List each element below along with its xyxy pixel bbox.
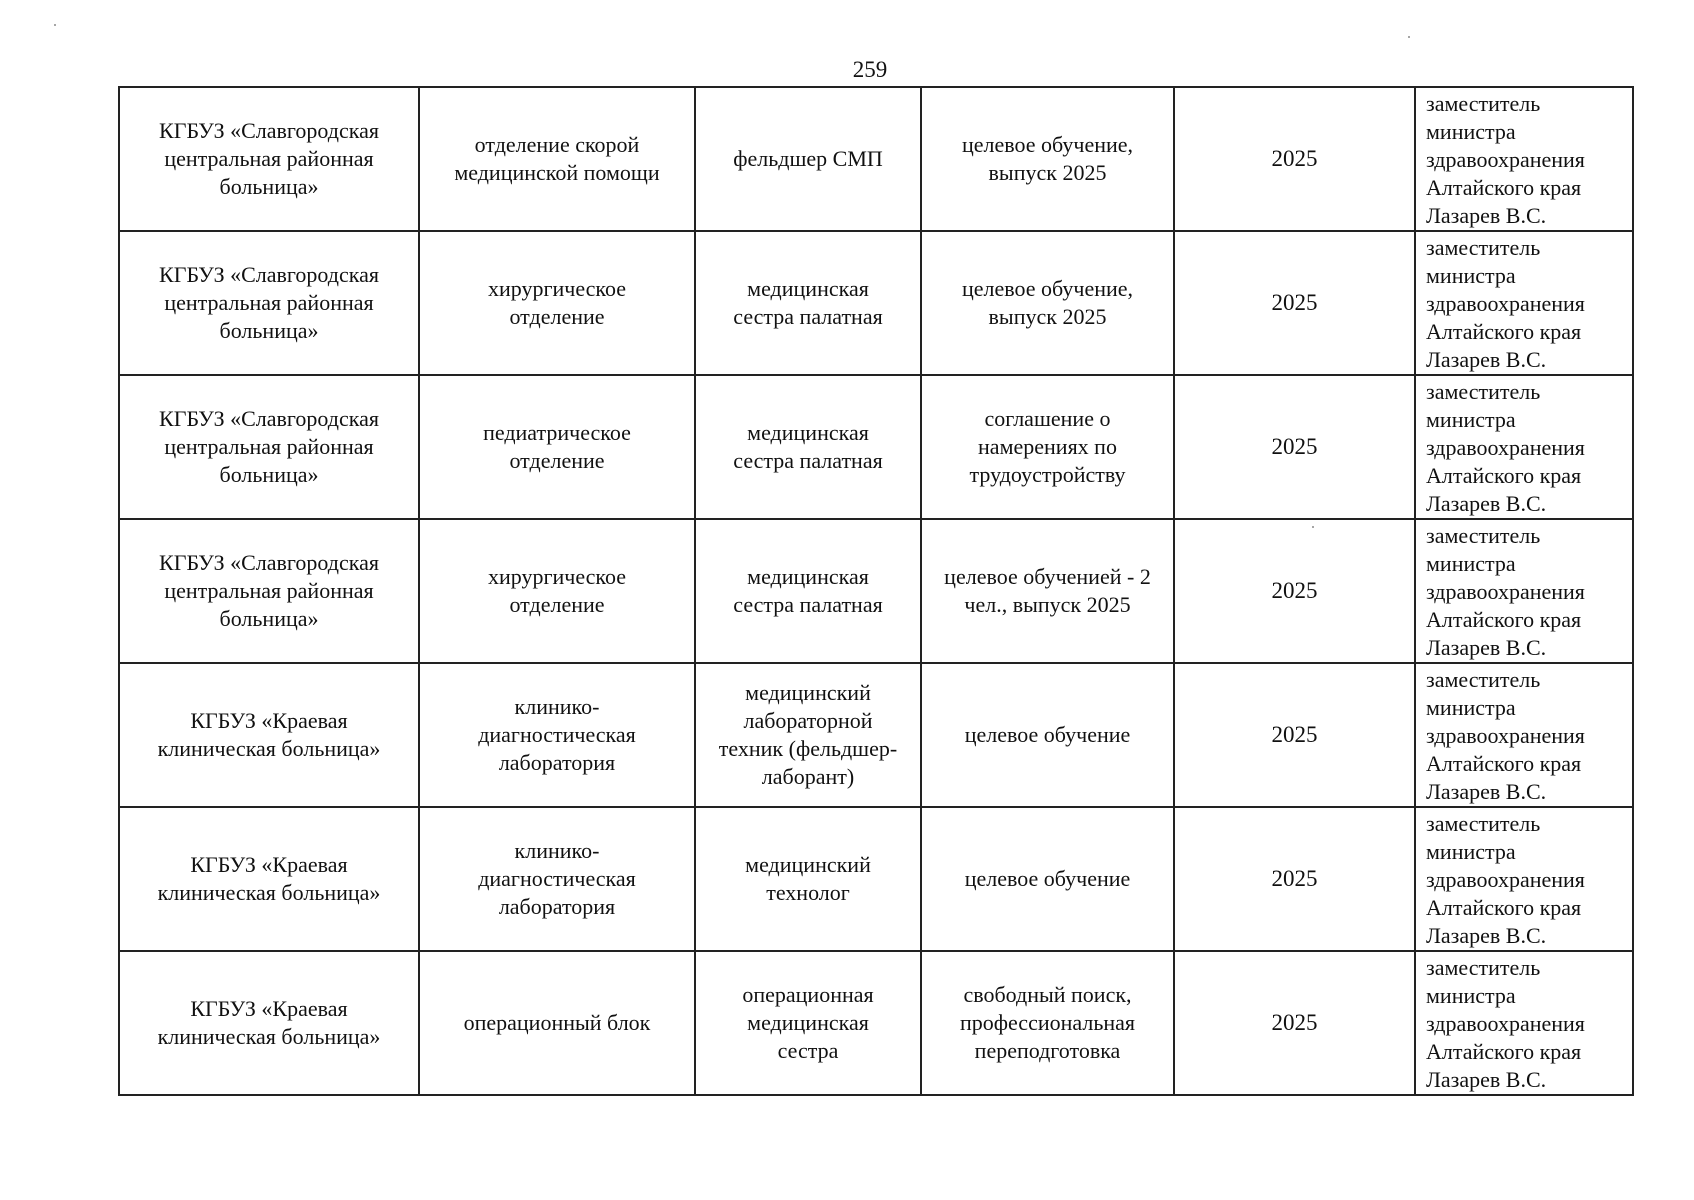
table-body <box>119 87 1633 1095</box>
scan-speck <box>1408 36 1410 38</box>
approver-cell: заместитель министра здравоохранения Алтайского края Лазарев В.С. <box>1415 663 1633 807</box>
institution-cell: КГБУЗ «Славгородская центральная районная больница» <box>119 231 419 375</box>
scan-speck <box>1312 526 1314 528</box>
department-cell: клинико- диагностическая лаборатория <box>419 807 695 951</box>
approver-cell: заместитель министра здравоохранения Алтайского края Лазарев В.С. <box>1415 87 1633 231</box>
source-cell: целевое обученией - 2 чел., выпуск 2025 <box>921 519 1174 663</box>
department-cell: хирургическое отделение <box>419 519 695 663</box>
year-cell: 2025 <box>1174 87 1415 231</box>
position-cell: медицинская сестра палатная <box>695 231 921 375</box>
approver-cell: заместитель министра здравоохранения Алтайского края Лазарев В.С. <box>1415 519 1633 663</box>
table-row <box>119 663 1633 807</box>
year-cell: 2025 <box>1174 807 1415 951</box>
department-cell: отделение скорой медицинской помощи <box>419 87 695 231</box>
institution-cell: КГБУЗ «Краевая клиническая больница» <box>119 951 419 1095</box>
department-cell: педиатрическое отделение <box>419 375 695 519</box>
approver-cell: заместитель министра здравоохранения Алтайского края Лазарев В.С. <box>1415 231 1633 375</box>
position-cell: медицинский лабораторной техник (фельдшер- лаборант) <box>695 663 921 807</box>
institution-cell: КГБУЗ «Славгородская центральная районная больница» <box>119 87 419 231</box>
year-cell: 2025 <box>1174 375 1415 519</box>
department-cell: хирургическое отделение <box>419 231 695 375</box>
position-cell: фельдшер СМП <box>695 87 921 231</box>
table-row <box>119 951 1633 1095</box>
institution-cell: КГБУЗ «Славгородская центральная районная больница» <box>119 519 419 663</box>
source-cell: целевое обучение <box>921 663 1174 807</box>
institution-cell: КГБУЗ «Славгородская центральная районная больница» <box>119 375 419 519</box>
position-cell: медицинская сестра палатная <box>695 375 921 519</box>
table-row <box>119 87 1633 231</box>
year-cell: 2025 <box>1174 663 1415 807</box>
scan-speck <box>54 24 56 26</box>
page-number: 259 <box>852 57 888 82</box>
position-cell: медицинский технолог <box>695 807 921 951</box>
approver-cell: заместитель министра здравоохранения Алтайского края Лазарев В.С. <box>1415 375 1633 519</box>
source-cell: свободный поиск, профессиональная переподготовка <box>921 951 1174 1095</box>
vacancy-table <box>118 86 1634 1096</box>
year-cell: 2025 <box>1174 519 1415 663</box>
year-cell: 2025 <box>1174 231 1415 375</box>
source-cell: целевое обучение, выпуск 2025 <box>921 87 1174 231</box>
department-cell: клинико- диагностическая лаборатория <box>419 663 695 807</box>
institution-cell: КГБУЗ «Краевая клиническая больница» <box>119 807 419 951</box>
table-row <box>119 519 1633 663</box>
year-cell: 2025 <box>1174 951 1415 1095</box>
table-row <box>119 375 1633 519</box>
table-row <box>119 231 1633 375</box>
approver-cell: заместитель министра здравоохранения Алтайского края Лазарев В.С. <box>1415 807 1633 951</box>
position-cell: операционная медицинская сестра <box>695 951 921 1095</box>
source-cell: целевое обучение <box>921 807 1174 951</box>
position-cell: медицинская сестра палатная <box>695 519 921 663</box>
institution-cell: КГБУЗ «Краевая клиническая больница» <box>119 663 419 807</box>
table-row <box>119 807 1633 951</box>
approver-cell: заместитель министра здравоохранения Алтайского края Лазарев В.С. <box>1415 951 1633 1095</box>
department-cell: операционный блок <box>419 951 695 1095</box>
source-cell: соглашение о намерениях по трудоустройству <box>921 375 1174 519</box>
source-cell: целевое обучение, выпуск 2025 <box>921 231 1174 375</box>
